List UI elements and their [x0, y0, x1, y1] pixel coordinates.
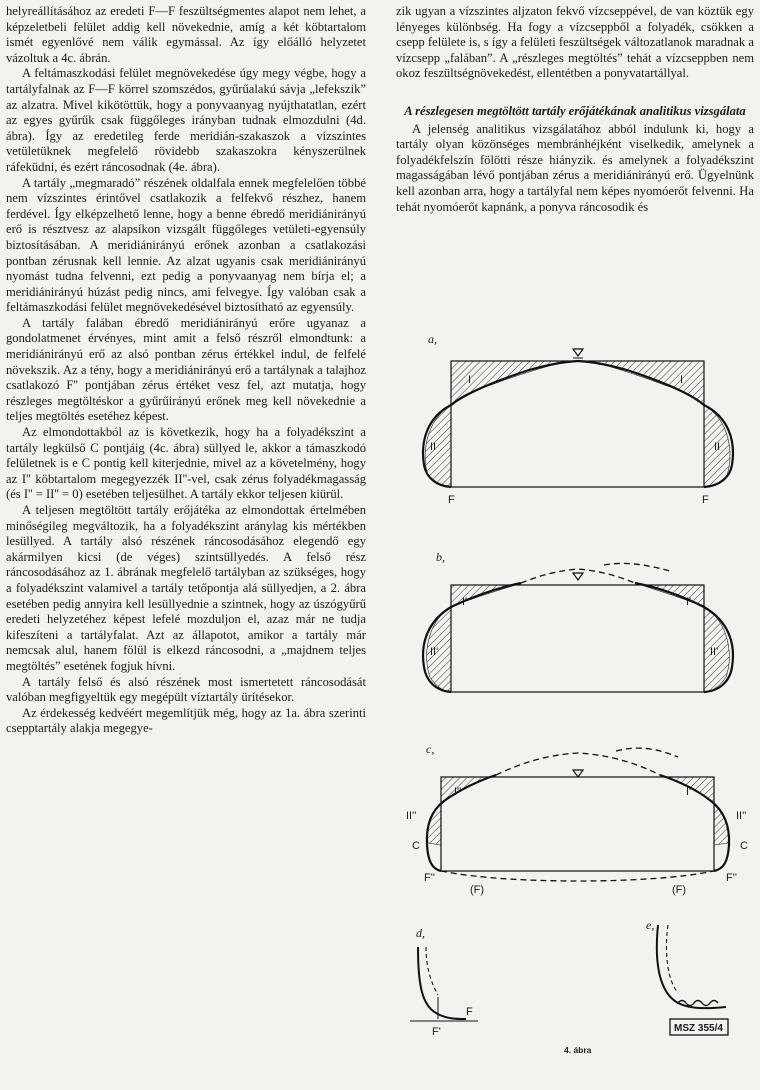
panel-d-wall-dashed: [426, 947, 438, 995]
right-text-column: [396, 4, 754, 215]
standard-code: [670, 1019, 728, 1035]
panel-e-wall-dashed: [666, 925, 678, 993]
panel-d-label: d,: [416, 926, 425, 940]
panel-c: [406, 742, 748, 896]
panel-b-box: [451, 585, 704, 692]
left-text-column: [6, 4, 366, 737]
panel-a-foot-right: F: [702, 494, 709, 506]
paragraph-4: A tartály falában ébredő meridiánirányú erőre ugyanaz a gondolatmenet érvényes, mint amit a felső részről elmondtunk: a meridiánirányú erő az alsó pontban zérus értékkel indul, de felfelé növekszik. Az a tény, hogy a meridiánirányú erő a tartálynak a talajhoz csatlakozó F'' pontjában zérus értéket vesz fel, azt mutatja, hogy részleges megtöltéskor a gyűrűirányú erőnek meg kell növekednie a teljes megtöltés esetéhez képest.: [6, 315, 366, 424]
panel-a-water-level-icon: [573, 349, 583, 356]
panel-c-foot-right: F'': [726, 872, 737, 884]
panel-a-foot-left: F: [448, 494, 455, 506]
panel-a-region-upper-right-hatch: [592, 361, 704, 405]
panel-b-water-level-icon: [573, 573, 583, 580]
panel-c-original-top-dashed: [496, 753, 660, 775]
panel-a-region-I-right: I: [680, 374, 684, 386]
figure-4: [396, 325, 760, 1065]
panel-d-wall-solid: [418, 947, 466, 1019]
panel-c-region-II-right: II'': [736, 810, 747, 822]
panel-d-point-F: F: [466, 1006, 473, 1018]
section-heading: A részlegesen megtöltött tartály erőjátékának analitikus vizsgálata: [404, 103, 746, 118]
panel-c-point-C-left: C: [412, 840, 420, 852]
panel-a-region-II-right: II: [714, 441, 721, 453]
panel-d: [410, 926, 478, 1038]
panel-c-label: c,: [426, 742, 435, 756]
panel-c-foot-inner-left: (F): [470, 884, 485, 896]
panel-b-region-II-right: II': [710, 646, 719, 658]
panel-c-original-bottom-dashed: [441, 871, 714, 881]
paragraph-7: A tartály felső és alsó részének most ismertetett ráncosodását valóban megfigyeltük egy megépült víztartály ürítésekor.: [6, 674, 366, 705]
standard-code-text: MSZ 355/4: [674, 1023, 723, 1034]
panel-c-foot-left: F'': [424, 872, 435, 884]
panel-c-water-level-icon: [573, 770, 583, 777]
panel-c-region-I-left: I'': [454, 786, 462, 798]
paragraph-3: A tartály „megmaradó” részének oldalfala ennek megfelelően többé nem vízszintes érintővel csatlakozik a felfekvő részhez, hanem ferdével. Így elképzelhető lenne, hogy a benne ébredő meridiánirányú erő is résztvesz az alapsíkon vizsgált függőleges vetületi-egyensúly biztosításában. A meridiánirányú erőnek azonban a csatlakozási pontban zérusnak kell lennie. Az alzat ugyanis csak meridiánirányú nyomást tudna felvenni, ezt pedig a ponyvaanyag nem bírja el; a meridiánirányú húzást pedig nincs, ami felvegye. Így valóban csak a feltámaszkodási felület megnövekedésével biztosítható az egyensúly.: [6, 175, 366, 315]
panel-c-foot-inner-right: (F): [672, 884, 687, 896]
panel-d-point-F-prime: F': [432, 1026, 441, 1038]
panel-a-region-II-left: II: [430, 441, 437, 453]
paragraph-8: Az érdekesség kedvéért megemlítjük még, hogy az 1a. ábra szerinti csepptartály alakja megegye-: [6, 705, 366, 736]
panel-b-region-I-left: I': [462, 596, 468, 608]
panel-c-dashed-extension: [616, 748, 678, 757]
panel-b-label: b,: [436, 550, 445, 564]
panel-b-region-II-left: II': [430, 646, 439, 658]
figure-caption: 4. ábra: [564, 1045, 592, 1055]
paragraph-1: helyreállításához az eredeti F—F feszültségmentes alapot nem lehet, a képzeletbeli felület addig kell növekednie, amíg a két köbtartalom ismét egyenlővé nem válik egymással. Az így előálló helyzetet vázoltuk a 4c. ábrán.: [6, 4, 366, 65]
panel-a: [423, 332, 733, 506]
panel-b: [423, 550, 733, 692]
panel-b-dashed-extension: [604, 563, 670, 571]
paragraph-6: A teljesen megtöltött tartály erőjátéka az elmondottak értelmében minőségileg megváltozik, ha a folyadékszint aránylag kis mértékben lesüllyed. A tartály alsó részének ráncosodásához elegendő egy akármilyen kicsi (de véges) szintsüllyedés. A felső rész ráncosodásához az 1. ábrának megfelelő tartályban az szükséges, hogy a folyadékszint valamivel a tartály tetőpontja alá süllyedjen, a 2. ábra esetében pedig annyira kell lesüllyednie a szintnek, hogy az úszógyűrű eredeti helyzetéhez képest lefelé mozduljon el, azaz már ne tudja kifeszíteni a tartályfalat. Azt az állapotot, amikor a tartály már nemcsak alul, hanem fölül is elkezd ráncosodni, a „majdnem teljes megtöltés” esetének fogjuk hívni.: [6, 503, 366, 673]
right-intro-paragraph: zik ugyan a vízszintes aljzaton fekvő vízcseppével, de van köztük egy lényeges különbség. Ha fogy a vízcseppből a folyadék, csökken a csepp felülete is, s így a felületi feszültségek változatlanok maradnak a vízcsepp „falában”. A „részleges megtöltés” tehát a vízcseppben nem okoz feszültségnövekedést, ellentétben a ponyvatartállyal.: [396, 4, 754, 81]
panel-c-region-II-left: II'': [406, 810, 417, 822]
panel-b-region-upper-right-hatch: [641, 585, 704, 607]
panel-a-label: a,: [428, 332, 437, 346]
panel-c-box: [441, 777, 714, 871]
right-body-paragraph: A jelenség analitikus vizsgálatához abból indulunk ki, hogy a tartály olyan közönséges membránhéjként viselkedik, amelynek a folyadékfelszín fölötti része hiányzik. és amelynek a folyadékszint magasságában lévő pontjában zérus a meridiánirányú erő. Ügyelnünk kell azonban arra, hogy a tartályfal nem képes nyomóerőt felvenni. Ha tehát nyomóerőt kapnánk, a ponyva ráncosodik és: [396, 121, 754, 214]
panel-a-region-I-left: I: [468, 374, 472, 386]
panel-e: [646, 918, 726, 1008]
paragraph-2: A feltámaszkodási felület megnövekedése úgy megy végbe, hogy a tartályfalnak az F—F körrel szomszédos, gyűrűalakú sávja „lefekszik” az alzatra. Mivel kikötöttük, hogy a ponyvaanyag nyújthatatlan, ezért az egyes gyűrűk csak függőleges irányban tudnak elmozdulni (4d. ábra). Így az eredetileg ferde meridián-szakaszok a vízszintes vetületüknek megfelelő rövidebb szakaszokra kényszerülnek ráfeküdni, és ezért ráncosodnak (4e. ábra).: [6, 66, 366, 174]
panel-c-point-C-right: C: [740, 840, 748, 852]
panel-e-label: e,: [646, 918, 655, 932]
panel-e-wall-solid: [657, 925, 726, 1008]
panel-b-region-I-right: I': [686, 596, 692, 608]
paragraph-5: Az elmondottakból az is következik, hogy ha a folyadékszint a tartály legkülső C pontjáig (4c. ábra) süllyed le, akkor a támaszkodó felületnek is e C pontig kell kiterjednie, mivel az a követelmény, hogy az I'' köbtartalom megegyezzék II''-vel, csak zérus folyadékmagasság (és I'' = II'' = 0) esetében teljesülhet. A tartály ekkor teljesen kiürül.: [6, 425, 366, 502]
panel-c-region-I-right: I'': [686, 786, 694, 798]
